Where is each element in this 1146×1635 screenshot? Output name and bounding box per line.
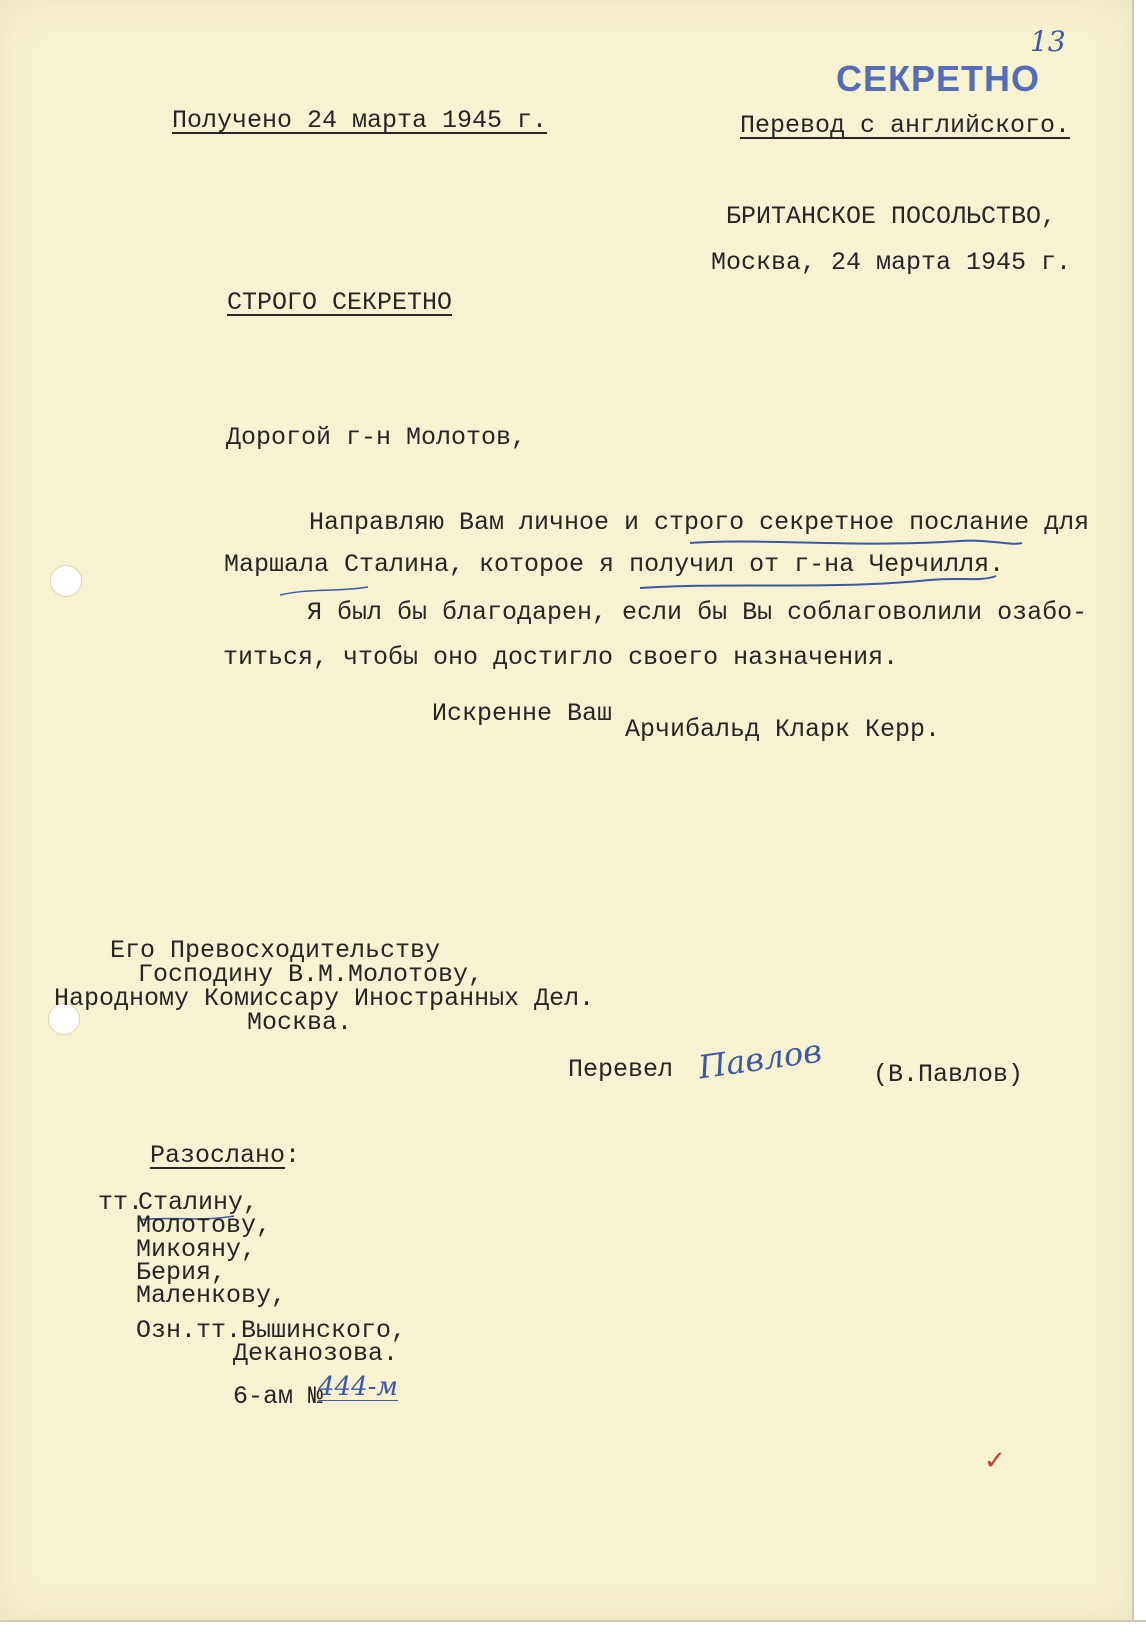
letter-paragraph-2-line-1: Я был бы благодарен, если бы Вы соблаговолили озабо-: [307, 598, 1088, 627]
translator-name: (В.Павлов): [873, 1060, 1024, 1089]
letter-paragraph-1-line-2: Маршала Сталина, которое я получил от г-на Черчилля.: [224, 550, 1005, 579]
check-mark-icon: ✓: [984, 1446, 1006, 1476]
page-edge-right: [1132, 0, 1146, 1633]
letter-signature: Арчибальд Кларк Керр.: [625, 715, 941, 744]
addressee-line-3: Народному Комиссару Иностранных Дел.: [54, 984, 595, 1013]
page-number: 13: [1030, 25, 1066, 58]
distribution-recipient: Сталину,: [138, 1188, 259, 1217]
familiarization-line-1: Озн.тт.Вышинского,: [136, 1316, 407, 1345]
addressee-line-4: Москва.: [247, 1008, 353, 1037]
letter-closing: Искренне Ваш: [432, 699, 613, 728]
familiarization-line-2: Деканозова.: [233, 1339, 399, 1368]
copies-label: 6-ам №: [233, 1382, 324, 1411]
distribution-heading: [150, 1143, 300, 1168]
translation-note: Перевод с английского.: [740, 111, 1071, 140]
copies-number: 444-м: [318, 1372, 398, 1402]
sender-place-date: Москва, 24 марта 1945 г.: [711, 248, 1072, 277]
translator-label: Перевел: [568, 1055, 674, 1084]
distribution-prefix: тт.: [98, 1188, 144, 1217]
letter-paragraph-2-line-2: титься, чтобы оно достигло своего назначения.: [223, 643, 899, 672]
distribution-recipient: Молотову,: [136, 1211, 272, 1240]
translator-handwritten-signature: Павлов: [695, 1031, 824, 1087]
secret-stamp: СЕКРЕТНО: [836, 58, 1040, 99]
addressee-line-1: Его Превосходительству: [110, 936, 441, 965]
classification-heading: СТРОГО СЕКРЕТНО: [227, 288, 453, 317]
letter-paragraph-1-line-1: Направляю Вам личное и строго секретное послание для: [309, 508, 1090, 537]
received-date: Получено 24 марта 1945 г.: [172, 106, 548, 135]
punch-hole-top: [50, 565, 82, 597]
sender-organization: БРИТАНСКОЕ ПОСОЛЬСТВО,: [726, 202, 1057, 231]
distribution-recipient: Берия,: [136, 1258, 227, 1287]
addressee-line-2: Господину В.М.Молотову,: [138, 960, 484, 989]
distribution-recipient: Маленкову,: [136, 1281, 287, 1310]
distribution-recipient: Микояну,: [136, 1235, 257, 1264]
distribution-heading-label: Разослано: [150, 1141, 286, 1170]
letter-salutation: Дорогой г-н Молотов,: [226, 423, 527, 452]
distribution-heading-colon: :: [285, 1141, 301, 1170]
